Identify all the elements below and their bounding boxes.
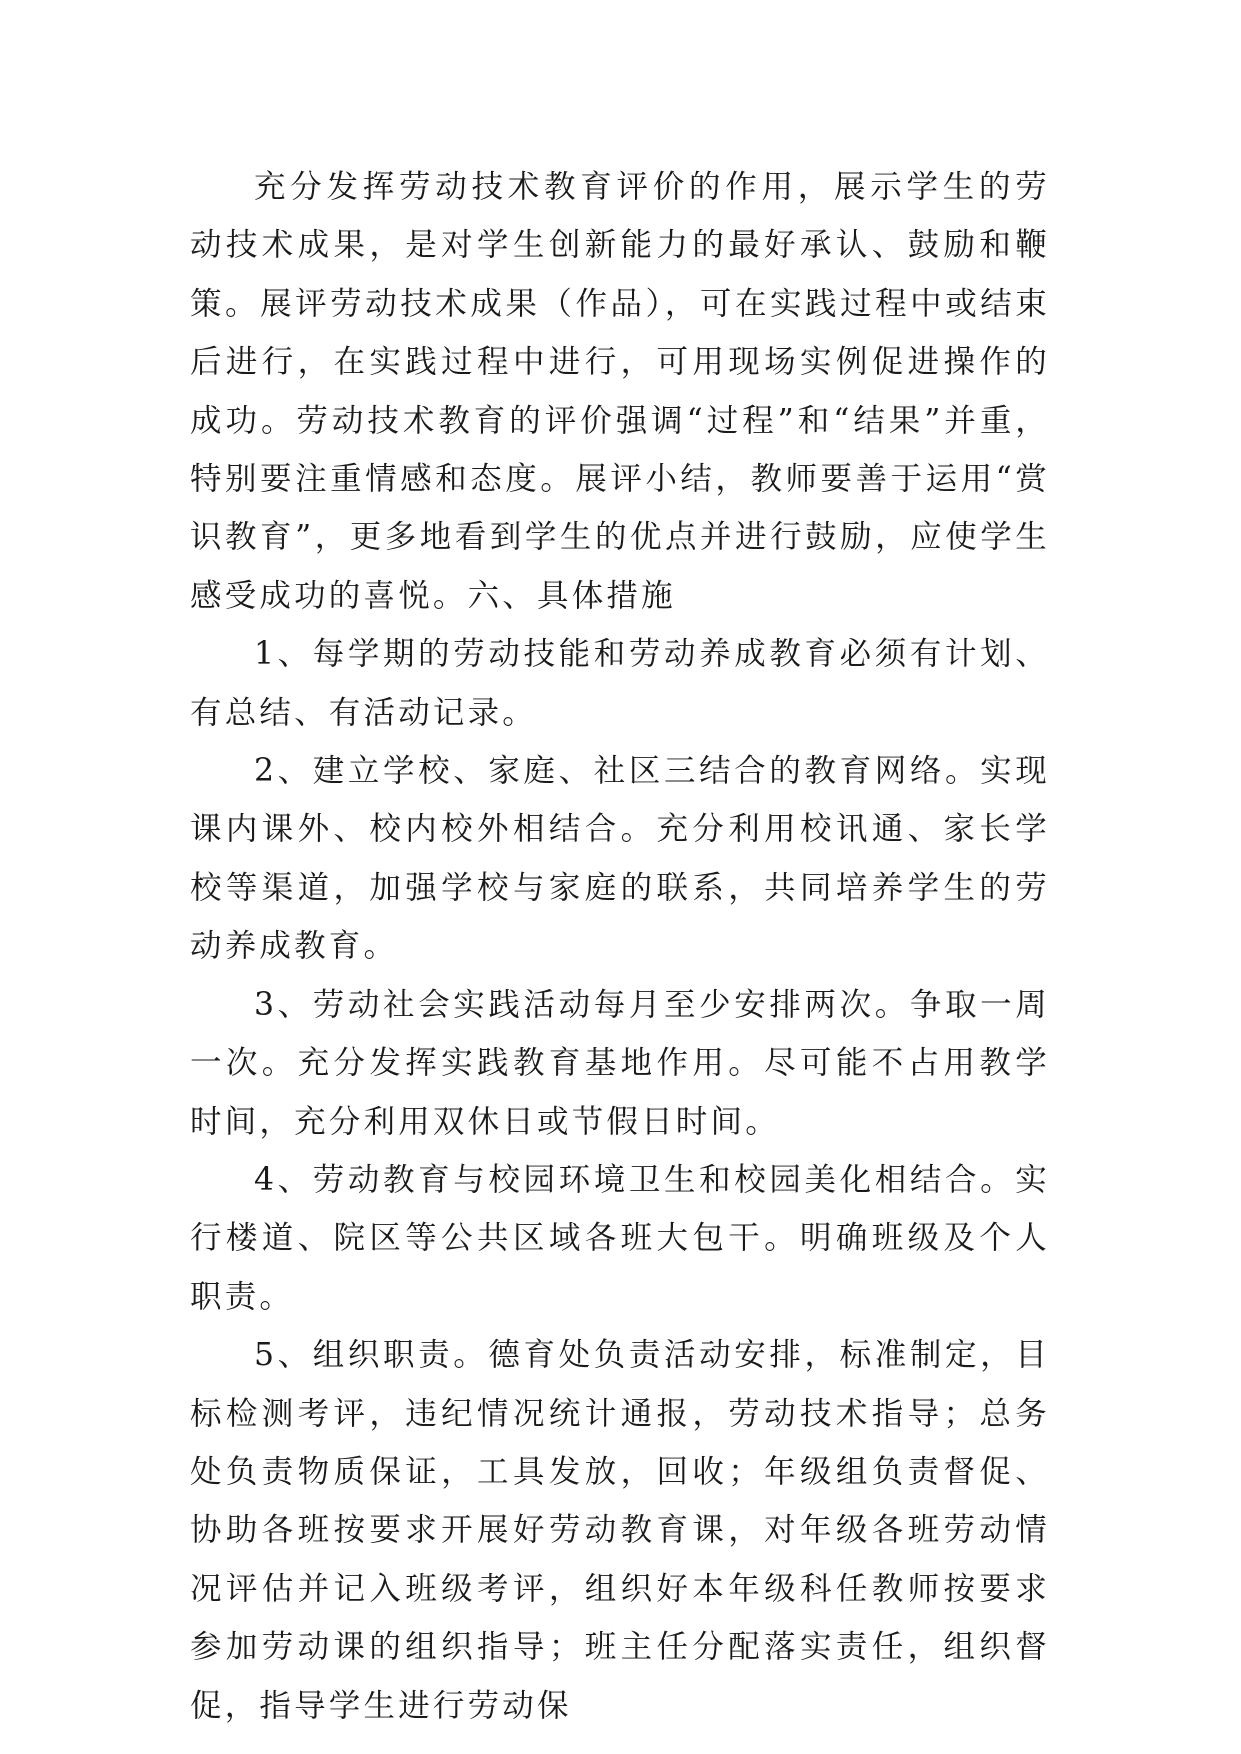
paragraph-measure-5: 5、组织职责。德育处负责活动安排，标准制定，目标检测考评，违纪情况统计通报，劳动技术指导；总务处负责物质保证，工具发放，回收；年级组负责督促、协助各班按要求开展好劳动教育课，对年级各班劳动情况评估并记入班级考评，组织好本年级科任教师按要求参加劳动课的组织指导；班主任分配落实责任，组织督促，指导学生进行劳动保 [190,1337,1050,1724]
paragraph-measure-1: 1、每学期的劳动技能和劳动养成教育必须有计划、有总结、有活动记录。 [190,636,1050,731]
paragraph-measure-3: 3、劳动社会实践活动每月至少安排两次。争取一周一次。充分发挥实践教育基地作用。尽可能不占用教学时间，充分利用双休日或节假日时间。 [190,986,1050,1140]
paragraph-measure-2: 2、建立学校、家庭、社区三结合的教育网络。实现课内课外、校内校外相结合。充分利用校讯通、家长学校等渠道，加强学校与家庭的联系，共同培养学生的劳动养成教育。 [190,753,1050,965]
paragraph-evaluation: 充分发挥劳动技术教育评价的作用，展示学生的劳动技术成果，是对学生创新能力的最好承认、鼓励和鞭策。展评劳动技术成果（作品），可在实践过程中或结束后进行，在实践过程中进行，可用现场实例促进操作的成功。劳动技术教育的评价强调“过程”和“结果”并重，特别要注重情感和态度。展评小结，教师要善于运用“赏识教育”，更多地看到学生的优点并进行鼓励，应使学生感受成功的喜悦。六、具体措施 [190,169,1050,614]
document-body [190,158,1050,1735]
paragraph-measure-4: 4、劳动教育与校园环境卫生和校园美化相结合。实行楼道、院区等公共区域各班大包干。明确班级及个人职责。 [190,1161,1050,1315]
